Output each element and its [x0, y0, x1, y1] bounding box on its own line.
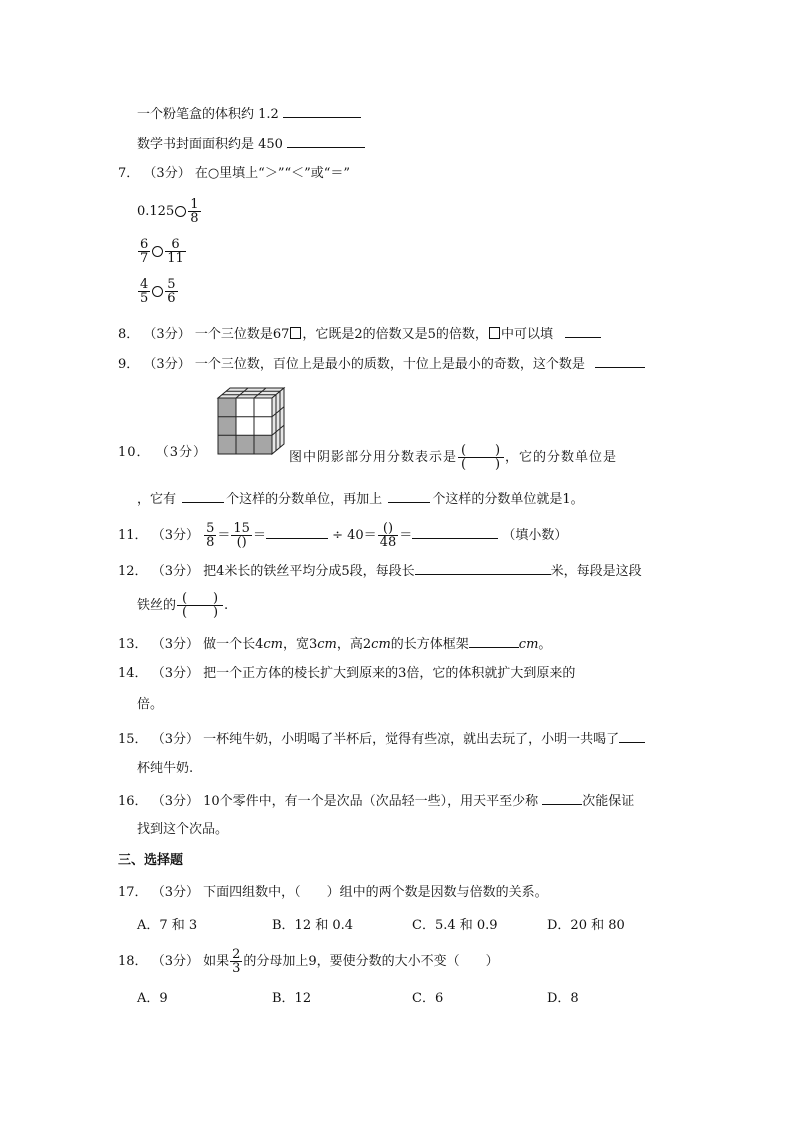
option-a[interactable]: A．7 和 3: [137, 918, 198, 933]
math-book-text: 数学书封面面积约是 450: [137, 137, 283, 152]
fraction-blank[interactable]: $\frac{( )}{( )}$: [458, 444, 504, 471]
question-score: （3分）: [143, 166, 191, 181]
question-text: 把4米长的铁丝平均分成5段，每段长: [203, 564, 415, 579]
question-number: 9．: [118, 357, 140, 372]
question-text: 图中阴影部分用分数表示是: [289, 450, 458, 465]
line-chalk-box: [137, 104, 361, 124]
fraction: $\frac{6}{7}$: [140, 237, 149, 266]
question-number: 16．: [118, 794, 148, 809]
option-b[interactable]: B．12 和 0.4: [272, 918, 354, 933]
option-d[interactable]: D．8: [547, 991, 579, 1006]
question-score: （3分）: [143, 327, 191, 342]
answer-blank[interactable]: [415, 561, 551, 575]
answer-blank[interactable]: [266, 525, 328, 539]
answer-blank[interactable]: [469, 634, 519, 648]
question-10-text: 图中阴影部分用分数表示是 $\frac{( )}{( )}$ ，它的分数单位是: [289, 443, 618, 472]
compare-circle[interactable]: [152, 246, 163, 257]
answer-blank[interactable]: [287, 134, 365, 148]
question-number: 8．: [118, 327, 140, 342]
option-a[interactable]: A．9: [137, 991, 168, 1006]
option-d[interactable]: D．20 和 80: [547, 918, 625, 933]
line-math-book: [137, 134, 365, 154]
question-score: （3分）: [155, 445, 207, 460]
question-score: （3分）: [143, 357, 191, 372]
question-text: 把一个正方体的棱长扩大到原来的3倍，它的体积就扩大到原来的: [203, 666, 576, 681]
question-text: 下面四组数中，（ ）组中的两个数是因数与倍数的关系。: [203, 885, 548, 900]
digit-box: [489, 327, 500, 339]
answer-blank[interactable]: [182, 489, 224, 503]
question-16-line2: 找到这个次品。: [137, 822, 229, 837]
question-score: （3分）: [151, 564, 199, 579]
question-17: [118, 884, 548, 902]
question-12: 12． （3分） 把4米长的铁丝平均分成5段，每段长 米，每段是这段: [118, 561, 642, 581]
question-number: 17．: [118, 885, 148, 900]
question-14: [118, 665, 575, 683]
question-number: 18．: [118, 954, 148, 969]
compare-a: [137, 198, 202, 225]
option-c[interactable]: C．6: [412, 991, 444, 1006]
question-11: 11． （3分） $\frac{5}{8}$ ＝ $\frac{15}{()}$ ＝ ÷ 40＝ $\frac{()}{48}$ ＝ （填小数）: [118, 521, 568, 550]
fraction: $\frac{2}{3}$: [232, 947, 241, 976]
question-10-line2: ，它有 个这样的分数单位，再加上 个这样的分数单位就是1。: [137, 489, 584, 509]
question-text: 一个三位数是67: [194, 327, 290, 342]
question-15: [118, 729, 645, 749]
answer-blank[interactable]: [388, 489, 430, 503]
question-number: 12．: [118, 564, 148, 579]
question-score: （3分）: [151, 794, 199, 809]
question-10: [118, 444, 207, 462]
fraction: $\frac{15}{()}$: [233, 521, 250, 550]
question-15-line2: 杯纯牛奶.: [137, 761, 194, 776]
question-score: （3分）: [151, 732, 199, 747]
question-text: 一杯纯牛奶，小明喝了半杯后，觉得有些凉，就出去玩了，小明一共喝了: [203, 732, 620, 747]
compare-c: [137, 278, 179, 305]
option-b[interactable]: B．12: [272, 991, 312, 1006]
fraction: $\frac{5}{8}$: [206, 521, 215, 550]
question-number: 15．: [118, 732, 148, 747]
question-text: 一个三位数，百位上是最小的质数，十位上是最小的奇数，这个数是: [194, 357, 585, 372]
question-score: （3分）: [151, 637, 199, 652]
chalk-box-text: 一个粉笔盒的体积约 1.2: [137, 107, 279, 122]
question-score: （3分）: [151, 954, 199, 969]
cube-figure: [216, 386, 286, 458]
question-number: 13．: [118, 637, 148, 652]
fraction: $\frac{()}{48}$: [379, 521, 397, 550]
question-score: （3分）: [151, 885, 199, 900]
question-12-line2: 铁丝的 $\frac{( )}{( )}$ .: [137, 591, 229, 620]
question-score: （3分）: [151, 528, 199, 543]
question-13: 13． （3分） 做一个长4cm，宽3cm，高2cm的长方体框架 cm。: [118, 634, 551, 654]
question-number: 7．: [118, 166, 140, 181]
question-number: 11．: [118, 528, 148, 543]
compare-circle[interactable]: [175, 206, 186, 217]
answer-blank[interactable]: [542, 791, 582, 805]
answer-blank[interactable]: [283, 104, 361, 118]
answer-blank[interactable]: [565, 324, 601, 338]
compare-b: [137, 238, 187, 265]
section-heading: 三、选择题: [118, 853, 184, 868]
compare-left: 0.125: [137, 204, 175, 219]
question-7: [118, 165, 350, 183]
question-16: 16． （3分） 10个零件中，有一个是次品（次品轻一些），用天平至少称 次能保证: [118, 791, 634, 811]
question-18: 18． （3分） 如果 $\frac{2}{3}$ 的分母加上9，要使分数的大小不变（ ）: [118, 947, 499, 976]
digit-box: [290, 327, 301, 339]
question-9: [118, 354, 645, 374]
fraction: $\frac{1}{8}$: [190, 197, 199, 226]
compare-circle[interactable]: [152, 286, 163, 297]
fraction: $\frac{6}{11}$: [167, 237, 184, 266]
question-text: 在○里填上“＞”“＜”或“＝”: [194, 166, 351, 181]
answer-blank[interactable]: [619, 729, 645, 743]
question-8: 8． （3分） 一个三位数是67 ，它既是2的倍数又是5的倍数， 中可以填: [118, 324, 601, 344]
option-c[interactable]: C．5.4 和 0.9: [412, 918, 498, 933]
question-number: 10．: [118, 445, 151, 460]
question-number: 14．: [118, 666, 148, 681]
answer-blank[interactable]: [412, 525, 498, 539]
fraction-blank[interactable]: $\frac{( )}{( )}$: [177, 592, 223, 619]
question-14-line2: 倍。: [137, 697, 164, 712]
fraction: $\frac{5}{6}$: [167, 277, 176, 306]
question-text: 10个零件中，有一个是次品（次品轻一些），用天平至少称: [203, 794, 539, 809]
question-score: （3分）: [151, 666, 199, 681]
fraction: $\frac{4}{5}$: [140, 277, 149, 306]
answer-blank[interactable]: [595, 354, 645, 368]
